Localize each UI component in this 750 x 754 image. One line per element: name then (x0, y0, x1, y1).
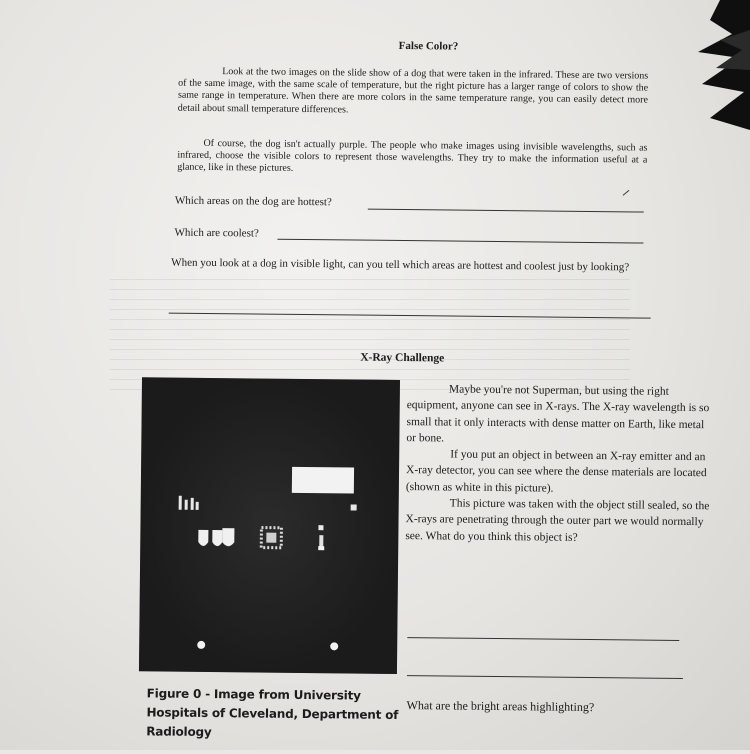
xray-section-title: X-Ray Challenge (360, 351, 445, 365)
pen-mark (623, 190, 630, 196)
xray-paragraph-3: This picture was taken with the object still sealed, so the X-rays are penetrating through the outer part we would normally see. What do you think this object is? (405, 497, 710, 544)
question-coolest: Which are coolest? (174, 226, 259, 240)
intro-paragraph: Look at the two images on the slide show of a dog that were taken in the infrared. These are two versions of the same image, with the same scale of temperature, but the right picture has a larger range of colors to show the same range in temperature. When there are more colors in the same temperature range, you can easily detect more detail about small temperature differences. (177, 66, 649, 116)
answer-line-hottest[interactable] (368, 209, 644, 213)
xray-paragraph-2: If you put an object in between an X-ray emitter and an X-ray detector, you can see where the dense materials are located (shown as white in this picture). (405, 448, 707, 495)
xray-text-column (405, 381, 712, 547)
question-bright-areas: What are the bright areas highlighting? (406, 698, 595, 715)
worksheet-title: False Color? (398, 39, 459, 53)
figure-caption: Figure 0 - Image from University Hospitals of Cleveland, Department of Radiology (146, 686, 399, 740)
question-hottest: Which areas on the dog are hottest? (174, 194, 332, 209)
second-paragraph: Of course, the dog isn't actually purple. The people who make images using invisible wavelengths, such as infrared, choose the visible colors to represent those wavelengths. They try to make the information useful at a glance, like in these pictures. (177, 137, 648, 175)
xray-paragraph-1: Maybe you're not Superman, but using the right equipment, anyone can see in X-rays. The X-ray wavelength is so small that it only interacts with dense matter on Earth, like metal or bone. (406, 383, 710, 445)
xray-image (139, 377, 400, 674)
answer-line-object-2[interactable] (407, 675, 683, 679)
answer-line-visible-light[interactable] (169, 313, 651, 319)
answer-line-object-1[interactable] (407, 637, 679, 641)
question-visible-light: When you look at a dog in visible light, can you tell which areas are hottest and coolest just by looking? (171, 256, 630, 274)
answer-line-coolest[interactable] (277, 239, 643, 244)
